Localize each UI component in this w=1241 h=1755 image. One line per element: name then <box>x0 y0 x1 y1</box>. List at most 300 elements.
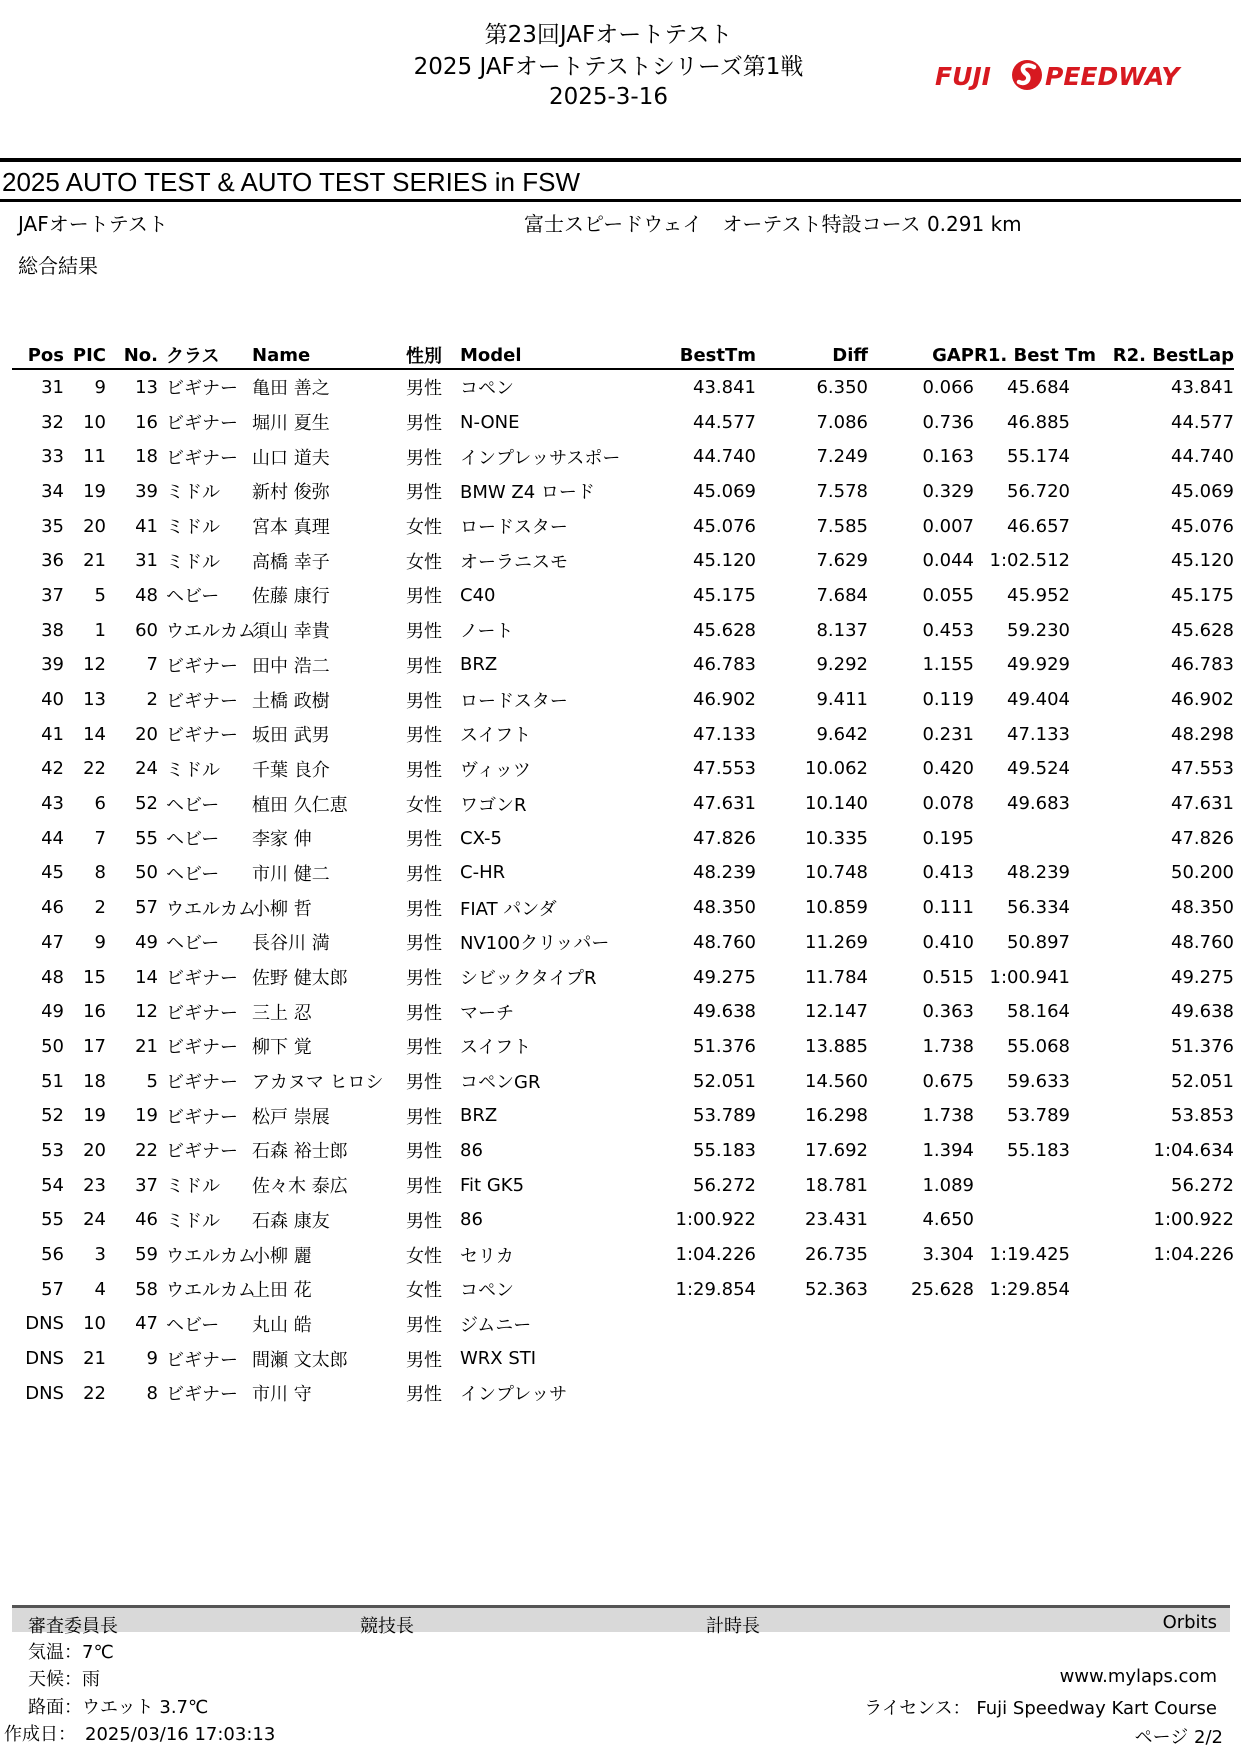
cell-model: N-ONE <box>460 411 520 433</box>
cell-r2-best-lap: 45.628 <box>1171 619 1234 641</box>
cell-class: ミドル <box>166 759 220 781</box>
cell-number: 19 <box>135 1105 158 1127</box>
cell-pic: 6 <box>94 793 106 815</box>
cell-number: 20 <box>135 723 158 745</box>
cell-diff: 26.735 <box>805 1244 868 1266</box>
cell-pic: 20 <box>83 515 106 537</box>
cell-best-time: 47.553 <box>693 758 756 780</box>
footer-signature-bar <box>12 1605 1230 1632</box>
clerk-label: 競技長 <box>360 1616 414 1637</box>
track-condition: 路面：ウエット 3.7℃ <box>28 1697 209 1718</box>
cell-gender: 男性 <box>406 1210 442 1232</box>
table-row <box>12 648 1234 683</box>
cell-pos: 50 <box>41 1035 64 1057</box>
cell-name: 間瀬 文太郎 <box>252 1349 348 1371</box>
cell-gap: 0.515 <box>922 966 974 988</box>
cell-diff: 14.560 <box>805 1070 868 1092</box>
cell-model: CX-5 <box>460 827 502 849</box>
cell-diff: 7.585 <box>816 515 868 537</box>
cell-class: ミドル <box>166 517 220 539</box>
cell-best-time: 45.628 <box>693 619 756 641</box>
cell-pic: 9 <box>94 376 106 398</box>
cell-number: 59 <box>135 1244 158 1266</box>
cell-gap: 25.628 <box>911 1278 974 1300</box>
cell-number: 60 <box>135 619 158 641</box>
cell-gender: 男性 <box>406 725 442 747</box>
cell-r1-best-time <box>974 1203 1070 1238</box>
result-title: 総合結果 <box>18 254 98 278</box>
cell-class: ヘビー <box>166 933 220 955</box>
cell-r1-best-time: 49.683 <box>1007 793 1070 815</box>
column-header-number: No. <box>106 342 158 369</box>
cell-pic: 21 <box>83 550 106 572</box>
cell-best-time: 48.239 <box>693 862 756 884</box>
cell-model: Fit GK5 <box>460 1174 525 1196</box>
cell-pic: 9 <box>94 931 106 953</box>
cell-diff: 9.642 <box>816 723 868 745</box>
cell-diff: 9.292 <box>816 654 868 676</box>
cell-class: ウエルカム <box>166 1245 256 1267</box>
cell-pic: 20 <box>83 1139 106 1161</box>
cell-gender: 女性 <box>406 517 442 539</box>
cell-name: 堀川 夏生 <box>252 413 330 435</box>
cell-class: ミドル <box>166 551 220 573</box>
cell-best-time <box>628 1307 756 1342</box>
cell-gap: 0.119 <box>922 689 974 711</box>
cell-r2-best-lap: 47.631 <box>1171 793 1234 815</box>
created-date: 作成日： 2025/03/16 17:03:13 <box>4 1724 276 1745</box>
cell-pic: 5 <box>94 584 106 606</box>
cell-gap: 0.410 <box>922 931 974 953</box>
cell-gap: 0.055 <box>922 584 974 606</box>
cell-diff: 7.684 <box>816 584 868 606</box>
table-row <box>12 578 1234 613</box>
cell-name: 石森 裕士郎 <box>252 1141 348 1163</box>
cell-number: 7 <box>146 654 158 676</box>
cell-model: インプレッサスポー <box>460 447 621 469</box>
cell-class: ビギナー <box>166 725 238 747</box>
cell-pos: 47 <box>41 931 64 953</box>
cell-gender: 男性 <box>406 1106 442 1128</box>
cell-gender: 男性 <box>406 968 442 990</box>
cell-pos: 51 <box>41 1070 64 1092</box>
cell-pos: 52 <box>41 1105 64 1127</box>
cell-r2-best-lap: 45.175 <box>1171 584 1234 606</box>
cell-number: 22 <box>135 1139 158 1161</box>
cell-name: 李家 伸 <box>252 829 312 851</box>
cell-gender: 女性 <box>406 551 442 573</box>
cell-number: 12 <box>135 1001 158 1023</box>
cell-gap: 0.420 <box>922 758 974 780</box>
cell-diff <box>756 1376 868 1411</box>
cell-gap: 0.736 <box>922 411 974 433</box>
cell-name: 小柳 麗 <box>252 1245 312 1267</box>
cell-r2-best-lap: 48.298 <box>1171 723 1234 745</box>
cell-pos: 57 <box>41 1278 64 1300</box>
cell-number: 48 <box>135 584 158 606</box>
cell-model: スイフト <box>460 725 532 747</box>
table-row <box>12 682 1234 717</box>
cell-name: 石森 康友 <box>252 1210 330 1232</box>
cell-number: 5 <box>146 1070 158 1092</box>
cell-pic: 7 <box>94 827 106 849</box>
cell-pos: 42 <box>41 758 64 780</box>
cell-r1-best-time: 59.633 <box>1007 1070 1070 1092</box>
cell-r2-best-lap: 49.638 <box>1171 1001 1234 1023</box>
cell-best-time: 46.902 <box>693 689 756 711</box>
cell-pos: 44 <box>41 827 64 849</box>
column-header-r1-best-time: R1. Best Tm <box>974 342 1070 369</box>
cell-r2-best-lap: 53.853 <box>1171 1105 1234 1127</box>
cell-pos: 56 <box>41 1244 64 1266</box>
cell-r2-best-lap: 1:00.922 <box>1153 1209 1234 1231</box>
column-header-class: クラス <box>158 342 244 369</box>
cell-r2-best-lap: 46.902 <box>1171 689 1234 711</box>
cell-model: コペン <box>460 1280 514 1302</box>
cell-gender: 男性 <box>406 447 442 469</box>
cell-number: 2 <box>146 689 158 711</box>
cell-best-time: 45.120 <box>693 550 756 572</box>
column-header-name: Name <box>244 342 396 369</box>
cell-pos: 49 <box>41 1001 64 1023</box>
cell-diff: 9.411 <box>816 689 868 711</box>
cell-gender: 男性 <box>406 1384 442 1406</box>
cell-model: ジムニー <box>460 1314 532 1336</box>
cell-best-time: 45.175 <box>693 584 756 606</box>
cell-number: 50 <box>135 862 158 884</box>
cell-r2-best-lap: 45.069 <box>1171 480 1234 502</box>
cell-pos: DNS <box>25 1313 64 1335</box>
cell-number: 37 <box>135 1174 158 1196</box>
cell-r2-best-lap: 48.350 <box>1171 897 1234 919</box>
cell-diff: 18.781 <box>805 1174 868 1196</box>
cell-name: 須山 幸貴 <box>252 621 330 643</box>
cell-diff: 52.363 <box>805 1278 868 1300</box>
cell-gap: 1.394 <box>922 1139 974 1161</box>
cell-gender: 男性 <box>406 898 442 920</box>
cell-model: インプレッサ <box>460 1384 568 1406</box>
cell-gap <box>868 1307 974 1342</box>
cell-r2-best-lap: 52.051 <box>1171 1070 1234 1092</box>
cell-number: 31 <box>135 550 158 572</box>
cell-diff: 11.784 <box>805 966 868 988</box>
cell-best-time: 51.376 <box>693 1035 756 1057</box>
cell-model: マーチ <box>460 1002 514 1024</box>
table-row <box>12 821 1234 856</box>
cell-gap: 0.007 <box>922 515 974 537</box>
cell-best-time: 1:04.226 <box>675 1244 756 1266</box>
cell-pos: 41 <box>41 723 64 745</box>
cell-best-time: 1:29.854 <box>675 1278 756 1300</box>
cell-r1-best-time: 56.720 <box>1007 480 1070 502</box>
cell-r1-best-time: 46.657 <box>1007 515 1070 537</box>
cell-best-time: 45.069 <box>693 480 756 502</box>
cell-pic: 14 <box>83 723 106 745</box>
cell-best-time <box>628 1341 756 1376</box>
cell-class: ビギナー <box>166 378 238 400</box>
results-table <box>12 342 1234 1411</box>
cell-number: 14 <box>135 966 158 988</box>
cell-class: ビギナー <box>166 968 238 990</box>
cell-name: 坂田 武男 <box>252 725 330 747</box>
cell-r2-best-lap: 45.076 <box>1171 515 1234 537</box>
cell-model: オーラニスモ <box>460 551 568 573</box>
cell-gap: 0.363 <box>922 1001 974 1023</box>
cell-number: 47 <box>135 1313 158 1335</box>
cell-gender: 男性 <box>406 759 442 781</box>
page-number: ページ 2/2 <box>1134 1727 1223 1748</box>
table-row <box>12 1237 1234 1272</box>
column-header-pos: Pos <box>12 342 64 369</box>
cell-pic: 18 <box>83 1070 106 1092</box>
cell-r2-best-lap: 44.740 <box>1171 446 1234 468</box>
cell-gender: 男性 <box>406 1349 442 1371</box>
cell-pic: 8 <box>94 862 106 884</box>
cell-number: 13 <box>135 376 158 398</box>
cell-class: ウエルカム <box>166 621 256 643</box>
cell-model: コペン <box>460 378 514 400</box>
cell-gap: 1.155 <box>922 654 974 676</box>
cell-number: 46 <box>135 1209 158 1231</box>
mylaps-link[interactable]: www.mylaps.com <box>1059 1666 1217 1687</box>
column-header-pic: PIC <box>64 342 106 369</box>
cell-diff: 23.431 <box>805 1209 868 1231</box>
cell-r2-best-lap: 56.272 <box>1171 1174 1234 1196</box>
cell-r2-best-lap <box>1070 1272 1234 1307</box>
cell-r1-best-time: 49.524 <box>1007 758 1070 780</box>
cell-r2-best-lap: 1:04.634 <box>1153 1139 1234 1161</box>
cell-pos: 54 <box>41 1174 64 1196</box>
cell-r2-best-lap: 49.275 <box>1171 966 1234 988</box>
cell-pic: 22 <box>83 1382 106 1404</box>
table-row <box>12 405 1234 440</box>
cell-name: 土橋 政樹 <box>252 690 330 712</box>
cell-gender: 女性 <box>406 1245 442 1267</box>
cell-class: ビギナー <box>166 1106 238 1128</box>
cell-class: ヘビー <box>166 863 220 885</box>
cell-pos: 43 <box>41 793 64 815</box>
cell-pos: 36 <box>41 550 64 572</box>
cell-pos: 55 <box>41 1209 64 1231</box>
cell-diff: 7.086 <box>816 411 868 433</box>
cell-diff: 10.859 <box>805 897 868 919</box>
cell-r1-best-time: 50.897 <box>1007 931 1070 953</box>
cell-name: 佐々木 泰広 <box>252 1176 348 1198</box>
cell-gap: 1.738 <box>922 1035 974 1057</box>
cell-diff <box>756 1307 868 1342</box>
cell-number: 52 <box>135 793 158 815</box>
event-date: 2025-3-16 <box>548 84 669 110</box>
cell-number: 49 <box>135 931 158 953</box>
column-header-model: Model <box>452 342 628 369</box>
cell-pos: 39 <box>41 654 64 676</box>
cell-class: ウエルカム <box>166 898 256 920</box>
cell-gap: 0.066 <box>922 376 974 398</box>
cell-r1-best-time: 55.174 <box>1007 446 1070 468</box>
cell-r1-best-time: 45.952 <box>1007 584 1070 606</box>
table-row <box>12 856 1234 891</box>
cell-pos: 35 <box>41 515 64 537</box>
cell-gender: 男性 <box>406 586 442 608</box>
cell-gender: 男性 <box>406 1072 442 1094</box>
cell-diff: 7.249 <box>816 446 868 468</box>
cell-model: ヴィッツ <box>460 759 531 781</box>
cell-r2-best-lap <box>1070 1376 1234 1411</box>
cell-pic: 24 <box>83 1209 106 1231</box>
cell-class: ビギナー <box>166 655 238 677</box>
cell-r1-best-time: 47.133 <box>1007 723 1070 745</box>
column-header-diff: Diff <box>756 342 868 369</box>
cell-diff: 7.578 <box>816 480 868 502</box>
cell-best-time: 49.638 <box>693 1001 756 1023</box>
cell-model: ロードスター <box>460 690 568 712</box>
cell-class: ビギナー <box>166 1072 238 1094</box>
cell-diff: 10.748 <box>805 862 868 884</box>
cell-class: ミドル <box>166 1176 220 1198</box>
cell-gap: 4.650 <box>922 1209 974 1231</box>
cell-r2-best-lap <box>1070 1307 1234 1342</box>
cell-best-time <box>628 1376 756 1411</box>
cell-name: 松戸 崇展 <box>252 1106 330 1128</box>
temperature: 気温：7℃ <box>28 1642 114 1663</box>
cell-gender: 男性 <box>406 933 442 955</box>
cell-class: ビギナー <box>166 1002 238 1024</box>
table-row <box>12 925 1234 960</box>
cell-diff: 10.062 <box>805 758 868 780</box>
cell-gender: 男性 <box>406 655 442 677</box>
cell-pic: 3 <box>94 1244 106 1266</box>
cell-pos: 46 <box>41 897 64 919</box>
cell-model: セリカ <box>460 1245 514 1267</box>
cell-pic: 21 <box>83 1348 106 1370</box>
cell-pos: 31 <box>41 376 64 398</box>
cell-r1-best-time <box>974 1341 1070 1376</box>
cell-name: アカヌマ ヒロシ <box>252 1072 384 1094</box>
title-rule <box>0 199 1241 202</box>
cell-name: 丸山 皓 <box>252 1314 312 1336</box>
cell-class: ビギナー <box>166 447 238 469</box>
cell-diff: 13.885 <box>805 1035 868 1057</box>
cell-class: ビギナー <box>166 1141 238 1163</box>
cell-name: 小柳 哲 <box>252 898 312 920</box>
cell-best-time: 47.133 <box>693 723 756 745</box>
table-row <box>12 439 1234 474</box>
series-title: 2025 AUTO TEST & AUTO TEST SERIES in FSW <box>2 167 580 197</box>
cell-r2-best-lap: 47.553 <box>1171 758 1234 780</box>
cell-r2-best-lap: 48.760 <box>1171 931 1234 953</box>
cell-gender: 女性 <box>406 1280 442 1302</box>
cell-r1-best-time: 1:02.512 <box>989 550 1070 572</box>
cell-pic: 10 <box>83 411 106 433</box>
cell-pos: 38 <box>41 619 64 641</box>
weather: 天候：雨 <box>28 1669 100 1690</box>
table-row <box>12 786 1234 821</box>
table-row <box>12 1098 1234 1133</box>
table-header-row <box>12 342 1234 369</box>
cell-number: 57 <box>135 897 158 919</box>
cell-r1-best-time: 49.404 <box>1007 689 1070 711</box>
cell-diff: 7.629 <box>816 550 868 572</box>
cell-best-time: 47.631 <box>693 793 756 815</box>
cell-pos: 34 <box>41 480 64 502</box>
table-row <box>12 1064 1234 1099</box>
cell-diff: 12.147 <box>805 1001 868 1023</box>
cell-class: ビギナー <box>166 413 238 435</box>
cell-pic: 2 <box>94 897 106 919</box>
column-header-best-time: BestTm <box>628 342 756 369</box>
cell-pos: 37 <box>41 584 64 606</box>
cell-name: 佐藤 康行 <box>252 586 330 608</box>
cell-pos: 33 <box>41 446 64 468</box>
cell-r2-best-lap: 44.577 <box>1171 411 1234 433</box>
cell-class: ミドル <box>166 482 220 504</box>
table-row <box>12 960 1234 995</box>
cell-model: ノート <box>460 621 514 643</box>
cell-name: 亀田 善之 <box>252 378 330 400</box>
cell-gap: 0.195 <box>922 827 974 849</box>
cell-class: ヘビー <box>166 829 220 851</box>
cell-pos: DNS <box>25 1382 64 1404</box>
cell-gender: 男性 <box>406 863 442 885</box>
cell-gender: 男性 <box>406 829 442 851</box>
cell-best-time: 44.740 <box>693 446 756 468</box>
cell-gap: 0.675 <box>922 1070 974 1092</box>
cell-gap <box>868 1341 974 1376</box>
cell-gender: 男性 <box>406 690 442 712</box>
cell-r1-best-time <box>974 821 1070 856</box>
cell-r1-best-time: 58.164 <box>1007 1001 1070 1023</box>
cell-model: シビックタイプR <box>460 968 597 990</box>
cell-gap: 1.738 <box>922 1105 974 1127</box>
cell-gap: 0.413 <box>922 862 974 884</box>
cell-diff <box>756 1341 868 1376</box>
series-round-title: 2025 JAFオートテストシリーズ第1戦 <box>413 54 804 80</box>
cell-model: BRZ <box>460 654 498 676</box>
cell-r2-best-lap: 43.841 <box>1171 376 1234 398</box>
cell-diff: 8.137 <box>816 619 868 641</box>
cell-model: C-HR <box>460 862 506 884</box>
cell-gap: 0.044 <box>922 550 974 572</box>
cell-gap: 1.089 <box>922 1174 974 1196</box>
cell-pos: 32 <box>41 411 64 433</box>
table-row <box>12 1168 1234 1203</box>
cell-r1-best-time: 1:29.854 <box>989 1278 1070 1300</box>
cell-class: ビギナー <box>166 690 238 712</box>
cell-class: ビギナー <box>166 1037 238 1059</box>
cell-model: NV100クリッパー <box>460 933 610 955</box>
cell-diff: 6.350 <box>816 376 868 398</box>
cell-class: ウエルカム <box>166 1280 256 1302</box>
timekeeper-label: 計時長 <box>706 1616 760 1637</box>
cell-gender: 男性 <box>406 1002 442 1024</box>
cell-number: 16 <box>135 411 158 433</box>
cell-model: WRX STI <box>460 1348 537 1370</box>
cell-r1-best-time: 53.789 <box>1007 1105 1070 1127</box>
cell-gender: 女性 <box>406 794 442 816</box>
cell-model: FIAT パンダ <box>460 898 557 920</box>
cell-model: BMW Z4 ロード <box>460 482 595 504</box>
cell-class: ミドル <box>166 1210 220 1232</box>
cell-number: 18 <box>135 446 158 468</box>
cell-model: 86 <box>460 1209 483 1231</box>
cell-gap: 0.111 <box>922 897 974 919</box>
orbits-label: Orbits <box>1162 1612 1217 1633</box>
cell-r2-best-lap: 47.826 <box>1171 827 1234 849</box>
cell-pic: 11 <box>83 446 106 468</box>
cell-r2-best-lap: 1:04.226 <box>1153 1244 1234 1266</box>
cell-name: 宮本 真理 <box>252 517 330 539</box>
steward-label: 審査委員長 <box>28 1616 118 1637</box>
